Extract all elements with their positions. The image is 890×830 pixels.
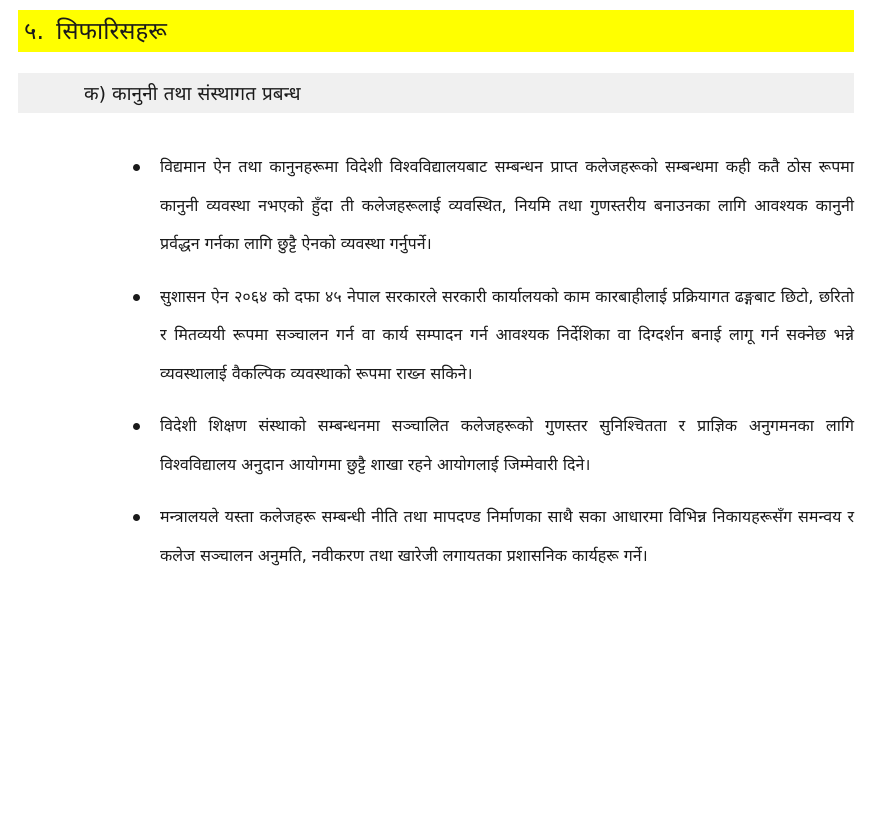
recommendation-list [130, 148, 854, 589]
bullet-icon [133, 294, 140, 301]
section-title: सिफारिसहरू [56, 17, 167, 45]
section-heading [18, 10, 854, 52]
list-item [130, 148, 854, 264]
subsection-letter: क) [84, 83, 107, 105]
bullet-icon [133, 423, 140, 430]
subsection-heading [18, 73, 854, 113]
subsection-title: कानुनी तथा संस्थागत प्रबन्ध [112, 83, 301, 105]
list-item-text: सुशासन ऐन २०६४ को दफा ४५ नेपाल सरकारले सरकारी कार्यालयको काम कारबाहीलाई प्रक्रियागत ढङ्गबाट छिटो, छरितो र मितव्ययी रूपमा सञ्चालन गर्न वा कार्य सम्पादन गर्न आवश्यक निर्देशिका वा दिग्दर्शन बनाई लागू गर्न सक्नेछ भन्ने व्यवस्थालाई वैकल्पिक व्यवस्थाको रूपमा राख्न सकिने। [160, 286, 854, 383]
list-item [130, 278, 854, 394]
bullet-icon [133, 164, 140, 171]
list-item-text: विदेशी शिक्षण संस्थाको सम्बन्धनमा सञ्चालित कलेजहरूको गुणस्तर सुनिश्चितता र प्राज्ञिक अनुगमनका लागि विश्वविद्यालय अनुदान आयोगमा छुट्टै शाखा रहने आयोगलाई जिम्मेवारी दिने। [160, 416, 854, 474]
bullet-icon [133, 514, 140, 521]
list-item-text: मन्त्रालयले यस्ता कलेजहरू सम्बन्धी नीति तथा मापदण्ड निर्माणका साथै सका आधारमा विभिन्न निकायहरूसँग समन्वय र कलेज सञ्चालन अनुमति, नवीकरण तथा खारेजी लगायतका प्रशासनिक कार्यहरू गर्ने। [160, 507, 854, 565]
list-item [130, 498, 854, 575]
list-item-text: विद्यमान ऐन तथा कानुनहरूमा विदेशी विश्वविद्यालयबाट सम्बन्धन प्राप्त कलेजहरूको सम्बन्धमा कही कतै ठोस रूपमा कानुनी व्यवस्था नभएको हुँदा ती कलेजहरूलाई व्यवस्थित, नियमि तथा गुणस्तरीय बनाउनका लागि आवश्यक कानुनी प्रर्वद्धन गर्नका लागि छुट्टै ऐनको व्यवस्था गर्नुपर्ने। [160, 157, 854, 253]
section-number: ५. [24, 17, 45, 45]
list-item [130, 407, 854, 484]
